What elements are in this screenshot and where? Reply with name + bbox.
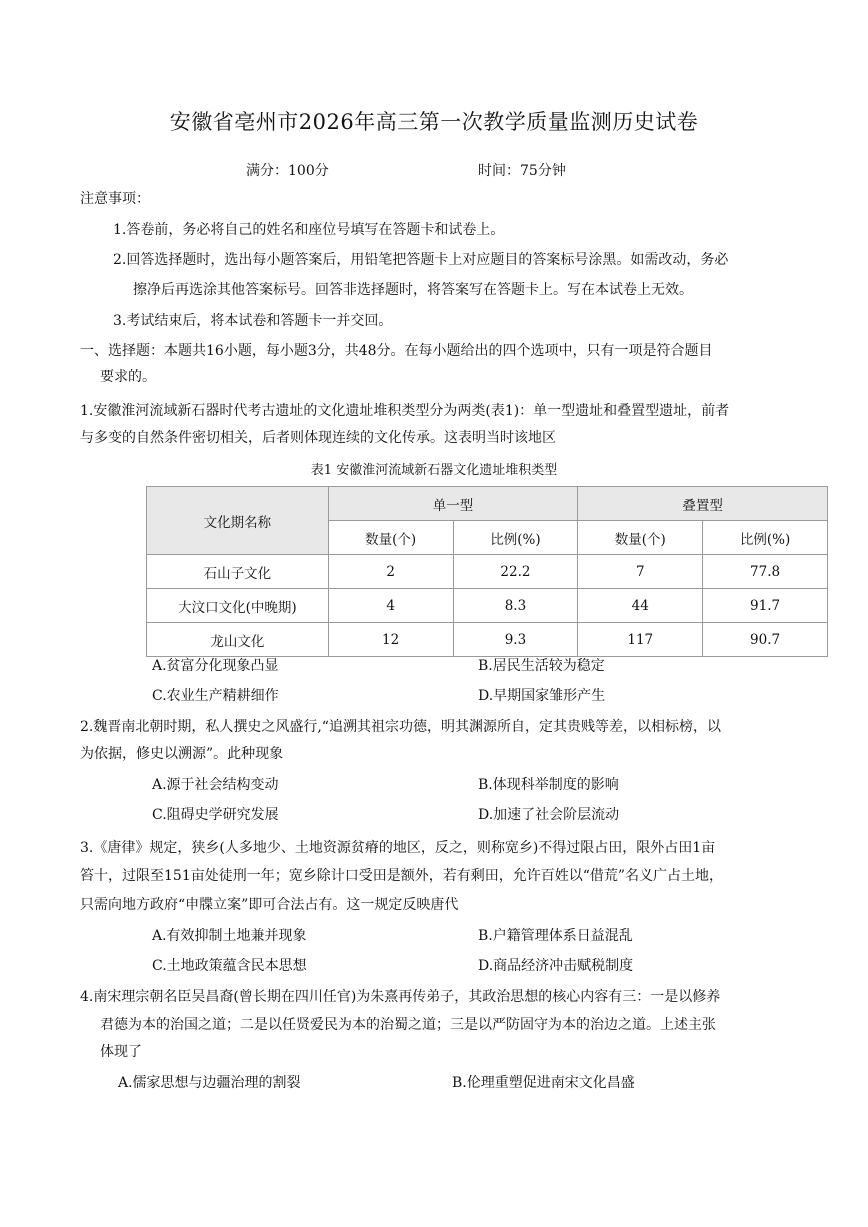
row-stacked-ratio: 77.8 <box>703 555 828 589</box>
header-stacked-type: 叠置型 <box>578 487 828 521</box>
q2-option-a[interactable]: A.源于社会结构变动 <box>152 777 279 793</box>
q3-option-b[interactable]: B.户籍管理体系日益混乱 <box>478 928 633 944</box>
exam-time: 时间：75分钟 <box>478 163 566 179</box>
q4-option-b[interactable]: B.伦理重塑促进南宋文化昌盛 <box>452 1075 635 1091</box>
table-row <box>147 555 828 589</box>
q2-option-d[interactable]: D.加速了社会阶层流动 <box>478 807 620 823</box>
header-single-type: 单一型 <box>328 487 578 521</box>
q3-option-a[interactable]: A.有效抑制土地兼并现象 <box>152 928 307 944</box>
row-single-ratio: 22.2 <box>453 555 578 589</box>
notice-item-1: 1.答卷前，务必将自己的姓名和座位号填写在答题卡和试卷上。 <box>113 222 505 238</box>
q1-option-d[interactable]: D.早期国家雏形产生 <box>478 688 606 704</box>
subheader-single-ratio: 比例(%) <box>453 521 578 555</box>
subheader-single-count: 数量(个) <box>328 521 453 555</box>
q3-option-c[interactable]: C.土地政策蕴含民本思想 <box>152 958 307 974</box>
q4-option-a[interactable]: A.儒家思想与边疆治理的割裂 <box>118 1075 301 1091</box>
q2-stem-line-2: 为依据，修史以溯源”。此种现象 <box>80 746 284 762</box>
row-culture-name: 大汶口文化(中晚期) <box>147 589 329 623</box>
section-heading-line-1: 一、选择题：本题共16小题，每小题3分，共48分。在每小题给出的四个选项中，只有一项是符合题目 <box>80 343 713 359</box>
header-culture-name: 文化期名称 <box>147 487 329 555</box>
q1-option-a[interactable]: A.贫富分化现象凸显 <box>152 658 279 674</box>
q3-stem-line-3: 只需向地方政府“申牒立案”即可合法占有。这一规定反映唐代 <box>80 897 459 913</box>
table-caption: 表1 安徽淮河流域新石器文化遗址堆积类型 <box>310 463 558 478</box>
site-type-table <box>146 486 828 657</box>
q4-stem-line-2: 君德为本的治国之道；二是以任贤爱民为本的治蜀之道；三是以严防固守为本的治边之道。上述主张 <box>100 1017 716 1033</box>
q4-stem-line-3: 体现了 <box>100 1044 142 1060</box>
table-row <box>147 589 828 623</box>
row-single-ratio: 8.3 <box>453 589 578 623</box>
q2-option-b[interactable]: B.体现科举制度的影响 <box>478 777 619 793</box>
q3-stem-line-1: 3.《唐律》规定，狭乡(人多地少、土地资源贫瘠的地区，反之，则称宽乡)不得过限占田，限外占田1亩 <box>80 840 716 856</box>
row-stacked-count: 44 <box>578 589 703 623</box>
q1-stem-line-2: 与多变的自然条件密切相关，后者则体现连续的文化传承。这表明当时该地区 <box>80 430 556 446</box>
q4-stem-line-1: 4.南宋理宗朝名臣吴昌裔(曾长期在四川任官)为朱熹再传弟子，其政治思想的核心内容有三：一是以修养 <box>80 989 721 1005</box>
row-stacked-count: 117 <box>578 623 703 657</box>
row-single-ratio: 9.3 <box>453 623 578 657</box>
row-stacked-ratio: 91.7 <box>703 589 828 623</box>
notice-item-2-line-1: 2.回答选择题时，选出每小题答案后，用铅笔把答题卡上对应题目的答案标号涂黑。如需改动，务必 <box>113 252 729 268</box>
q1-option-c[interactable]: C.农业生产精耕细作 <box>152 688 279 704</box>
row-stacked-count: 7 <box>578 555 703 589</box>
q1-stem-line-1: 1.安徽淮河流域新石器时代考古遗址的文化遗址堆积类型分为两类(表1)：单一型遗址和叠置型遗址，前者 <box>80 403 730 419</box>
row-stacked-ratio: 90.7 <box>703 623 828 657</box>
table-row <box>147 623 828 657</box>
notice-item-3: 3.考试结束后，将本试卷和答题卡一并交回。 <box>113 313 393 329</box>
q1-option-b[interactable]: B.居民生活较为稳定 <box>478 658 605 674</box>
q2-stem-line-1: 2.魏晋南北朝时期，私人撰史之风盛行,“追溯其祖宗功德，明其渊源所自，定其贵贱等差，以相标榜，以 <box>80 719 721 735</box>
row-single-count: 12 <box>328 623 453 657</box>
exam-title: 安徽省亳州市2026年高三第一次教学质量监测历史试卷 <box>169 110 699 134</box>
subheader-stacked-count: 数量(个) <box>578 521 703 555</box>
q2-option-c[interactable]: C.阻碍史学研究发展 <box>152 807 279 823</box>
section-heading-line-2: 要求的。 <box>100 369 156 385</box>
row-single-count: 4 <box>328 589 453 623</box>
q3-stem-line-2: 笞十，过限至151亩处徒刑一年；宽乡除计口受田是额外，若有剩田，允许百姓以“借荒”名义广占土地， <box>80 868 724 884</box>
q3-option-d[interactable]: D.商品经济冲击赋税制度 <box>478 958 634 974</box>
full-score: 满分：100分 <box>246 163 329 179</box>
notice-item-2-line-2: 擦净后再选涂其他答案标号。回答非选择题时，将答案写在答题卡上。写在本试卷上无效。 <box>133 282 693 298</box>
notice-heading: 注意事项： <box>80 191 150 207</box>
row-culture-name: 龙山文化 <box>147 623 329 657</box>
row-single-count: 2 <box>328 555 453 589</box>
row-culture-name: 石山子文化 <box>147 555 329 589</box>
subheader-stacked-ratio: 比例(%) <box>703 521 828 555</box>
